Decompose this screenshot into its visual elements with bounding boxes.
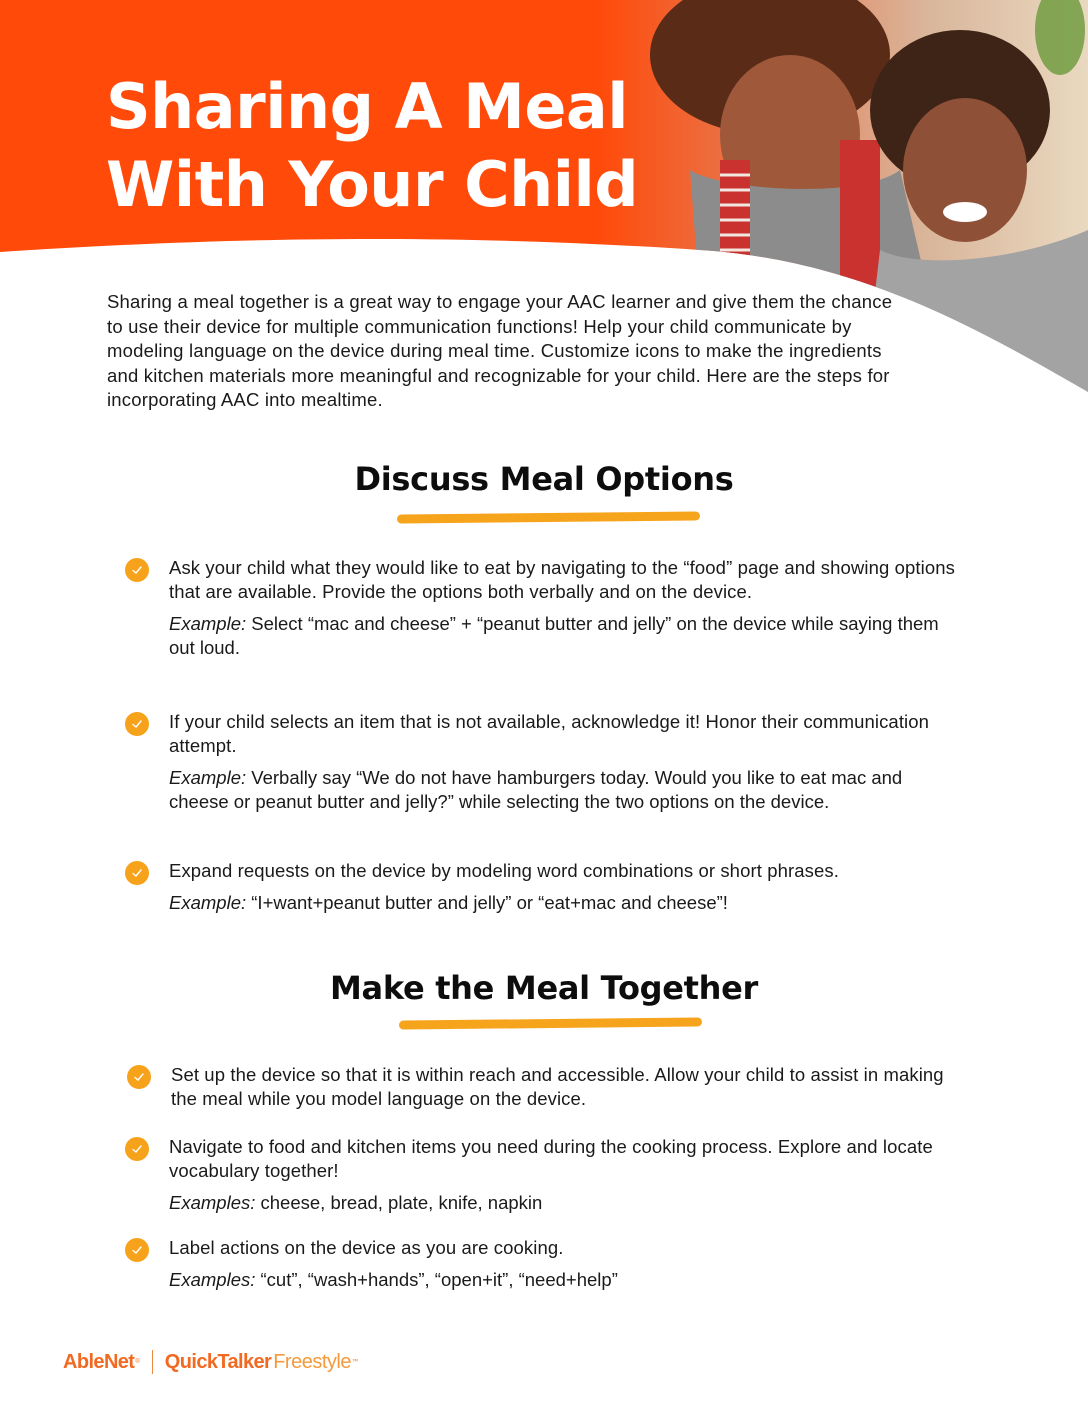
example-label: Examples: — [169, 1269, 256, 1290]
heading-underline — [399, 1017, 702, 1029]
example-label: Example: — [169, 892, 247, 913]
check-icon — [125, 1238, 149, 1262]
example-label: Example: — [169, 767, 247, 788]
freestyle-logo: Freestyle — [273, 1350, 351, 1373]
check-icon — [127, 1065, 151, 1089]
list-item — [125, 859, 955, 915]
example-text: cheese, bread, plate, knife, napkin — [255, 1192, 543, 1213]
check-icon — [125, 558, 149, 582]
item-text: Label actions on the device as you are cooking. — [169, 1237, 564, 1258]
logo-divider — [152, 1350, 153, 1374]
example-text: “I+want+peanut butter and jelly” or “eat+mac and cheese”! — [246, 892, 728, 913]
ablenet-logo: AbleNet — [63, 1350, 135, 1373]
list-item — [125, 1135, 955, 1215]
list-item — [125, 556, 955, 660]
item-text: If your child selects an item that is not available, acknowledge it! Honor their communication attempt. — [169, 711, 930, 756]
page-title — [106, 68, 638, 224]
title-line-2: With Your Child — [106, 148, 639, 221]
item-example — [169, 1268, 955, 1292]
check-icon — [125, 1137, 149, 1161]
example-text: “cut”, “wash+hands”, “open+it”, “need+help” — [255, 1269, 618, 1290]
section-heading-discuss-meal-options: Discuss Meal Options — [354, 460, 734, 498]
item-example — [169, 766, 955, 814]
item-text: Expand requests on the device by modeling word combinations or short phrases. — [169, 860, 839, 881]
quicktalker-logo: QuickTalker — [164, 1350, 272, 1373]
item-text: Navigate to food and kitchen items you need during the cooking process. Explore and locate vocabulary together! — [169, 1136, 933, 1181]
item-example — [169, 612, 955, 660]
example-text: Select “mac and cheese” + “peanut butter and jelly” on the device while saying them out loud. — [169, 613, 939, 658]
example-text: Verbally say “We do not have hamburgers today. Would you like to eat mac and cheese or peanut butter and jelly?” while selecting the two options on the device. — [169, 767, 903, 812]
item-example — [169, 891, 955, 915]
list-item — [125, 710, 955, 814]
example-label: Example: — [169, 613, 247, 634]
heading-underline — [397, 511, 700, 523]
list-item — [125, 1236, 955, 1292]
item-example — [169, 1191, 955, 1215]
example-label: Examples: — [169, 1192, 256, 1213]
check-icon — [125, 712, 149, 736]
item-text: Ask your child what they would like to eat by navigating to the “food” page and showing options that are available. Provide the options both verbally and on the device. — [169, 557, 955, 602]
intro-paragraph: Sharing a meal together is a great way to engage your AAC learner and give them the chance to use their device for multiple communication functions! Help your child communicate by modeling language on the device during meal time. Customize icons to make the ingredients and kitchen materials more meaningful and recognizable for your child. Here are the steps for incorporating AAC into mealtime. — [107, 291, 893, 411]
list-item — [127, 1063, 957, 1111]
check-icon — [125, 861, 149, 885]
section-heading-make-the-meal-together: Make the Meal Together — [329, 969, 758, 1007]
footer-logo: AbleNet ® QuickTalker Freestyle ™ — [63, 1350, 358, 1373]
title-line-1: Sharing A Meal — [106, 70, 628, 143]
item-text: Set up the device so that it is within reach and accessible. Allow your child to assist in making the meal while you model language on the device. — [171, 1064, 944, 1109]
